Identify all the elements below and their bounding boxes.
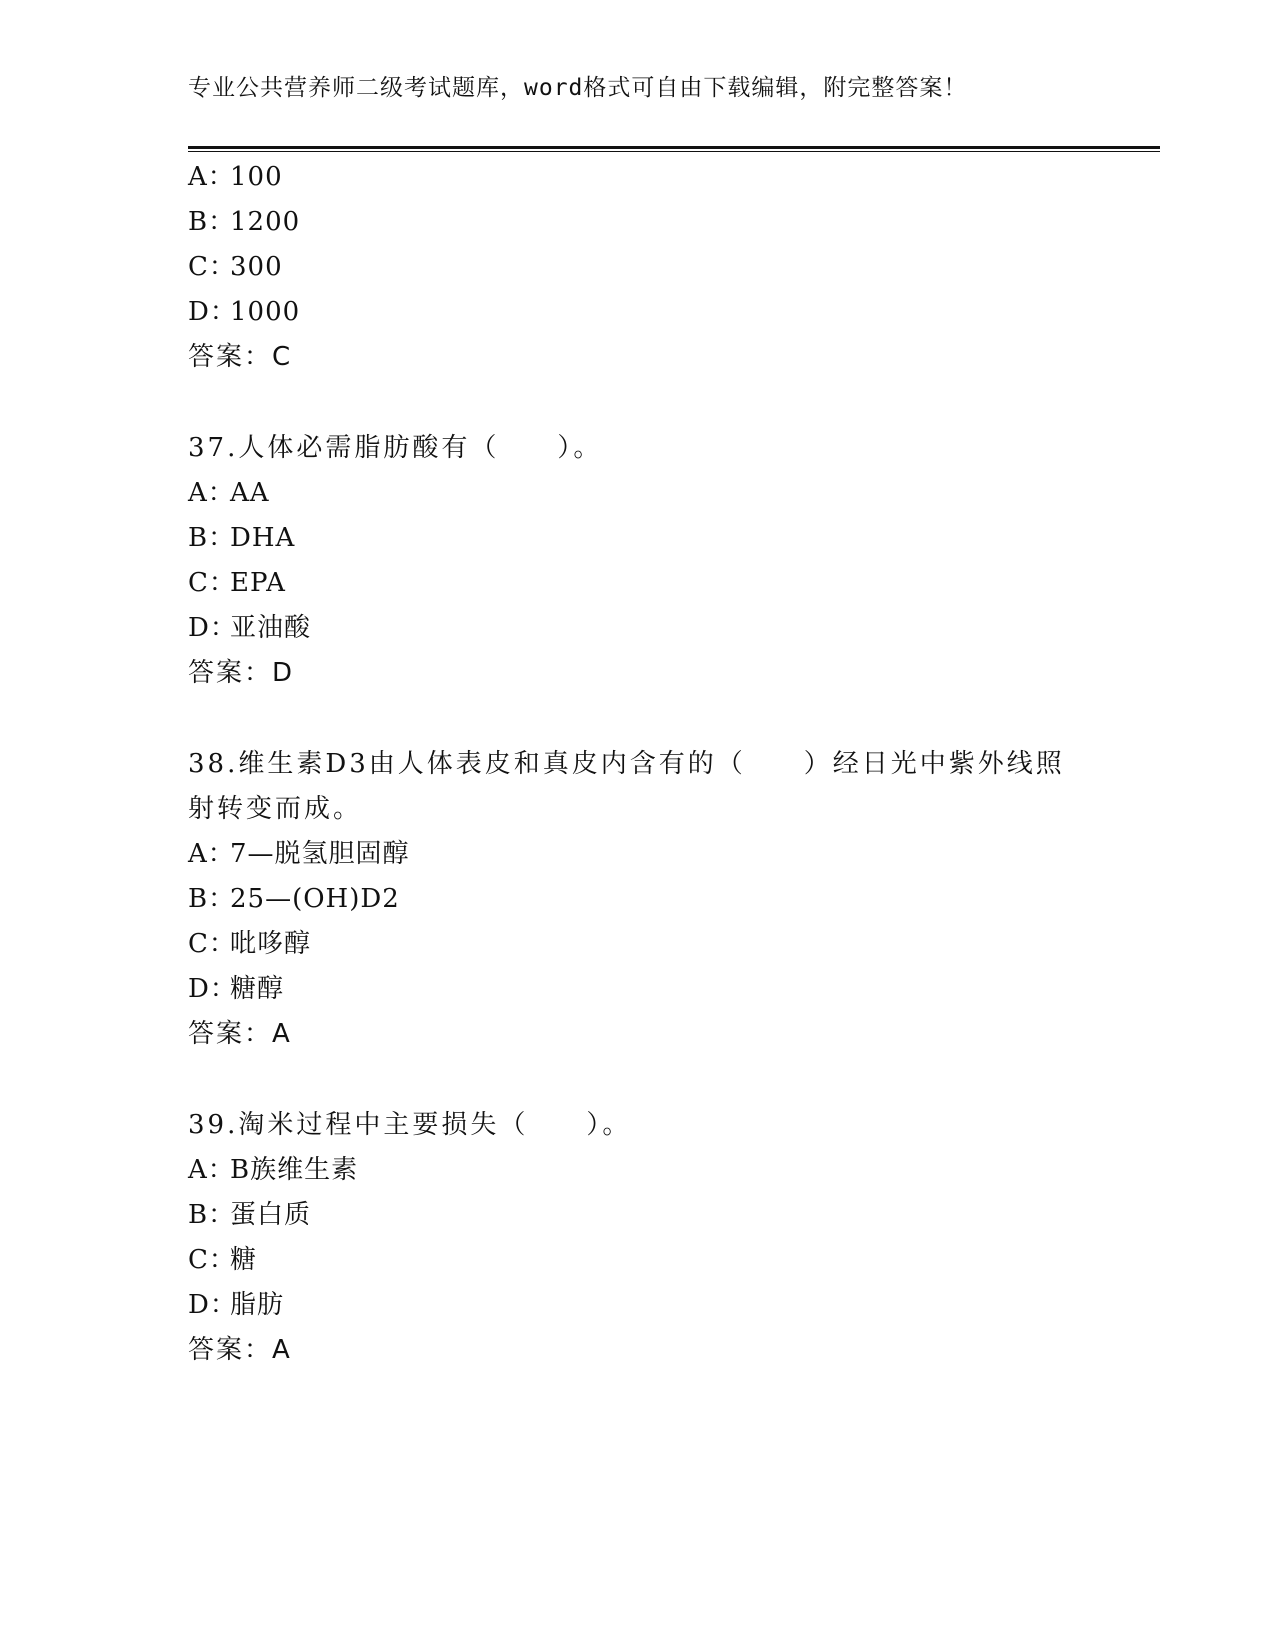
option-text: DHA	[230, 523, 296, 553]
q39-option-c	[188, 1243, 257, 1277]
option-text: 300	[230, 252, 283, 282]
option-label: A：	[188, 162, 235, 192]
option-label: C：	[188, 929, 236, 959]
q36-option-d	[188, 295, 300, 329]
q37-option-d	[188, 611, 311, 645]
q37-answer: 答案：D	[188, 658, 295, 688]
option-label: B：	[188, 207, 236, 237]
header-rule-thick	[188, 146, 1160, 149]
option-label: D：	[188, 1290, 237, 1320]
option-label: D：	[188, 974, 237, 1004]
option-text: 脂肪	[230, 1290, 285, 1320]
page-header: 专业公共营养师二级考试题库，word格式可自由下载编辑，附完整答案！	[188, 75, 968, 101]
option-label: A：	[188, 1155, 235, 1185]
q37-option-a	[188, 476, 270, 510]
q37-option-c	[188, 566, 286, 600]
option-label: C：	[188, 1245, 236, 1275]
option-label: B：	[188, 884, 236, 914]
q38-option-a	[188, 837, 410, 871]
option-label: C：	[188, 252, 236, 282]
option-text: 亚油酸	[230, 613, 312, 643]
q37-question: 37.人体必需脂肪酸有（ ）。	[188, 433, 603, 463]
option-text: EPA	[230, 568, 286, 598]
option-label: C：	[188, 568, 236, 598]
option-text: AA	[230, 478, 270, 508]
option-label: B：	[188, 1200, 236, 1230]
option-label: B：	[188, 523, 236, 553]
q38-option-d	[188, 972, 284, 1006]
option-label: A：	[188, 839, 235, 869]
option-label: A：	[188, 478, 235, 508]
option-text: 吡哆醇	[230, 929, 312, 959]
option-text: 糖	[230, 1245, 258, 1275]
q38-option-b	[188, 882, 400, 916]
option-text: 25—(OH)D2	[230, 884, 400, 914]
q38-answer: 答案：A	[188, 1019, 292, 1049]
q39-question: 39.淘米过程中主要损失（ ）。	[188, 1110, 632, 1140]
option-text: 糖醇	[230, 974, 285, 1004]
q38-question-line2: 射转变而成。	[188, 794, 363, 824]
q39-option-b	[188, 1198, 311, 1232]
q39-option-d	[188, 1288, 284, 1322]
q36-option-a	[188, 160, 283, 194]
q39-answer: 答案：A	[188, 1335, 292, 1365]
option-text: 蛋白质	[230, 1200, 312, 1230]
option-label: D：	[188, 297, 237, 327]
option-text: 7—脱氢胆固醇	[230, 839, 410, 869]
option-label: D：	[188, 613, 237, 643]
header-rule-thin	[188, 151, 1160, 152]
q36-option-b	[188, 205, 300, 239]
q37-option-b	[188, 521, 295, 555]
q36-answer: 答案：C	[188, 342, 293, 372]
q39-option-a	[188, 1153, 358, 1187]
option-text: 1000	[230, 297, 301, 327]
option-text: 100	[230, 162, 283, 192]
q36-option-c	[188, 250, 283, 284]
q38-question-line1: 38.维生素D3由人体表皮和真皮内含有的（ ）经日光中紫外线照	[188, 749, 1065, 779]
option-text: B族维生素	[230, 1155, 359, 1185]
q38-option-c	[188, 927, 311, 961]
option-text: 1200	[230, 207, 301, 237]
